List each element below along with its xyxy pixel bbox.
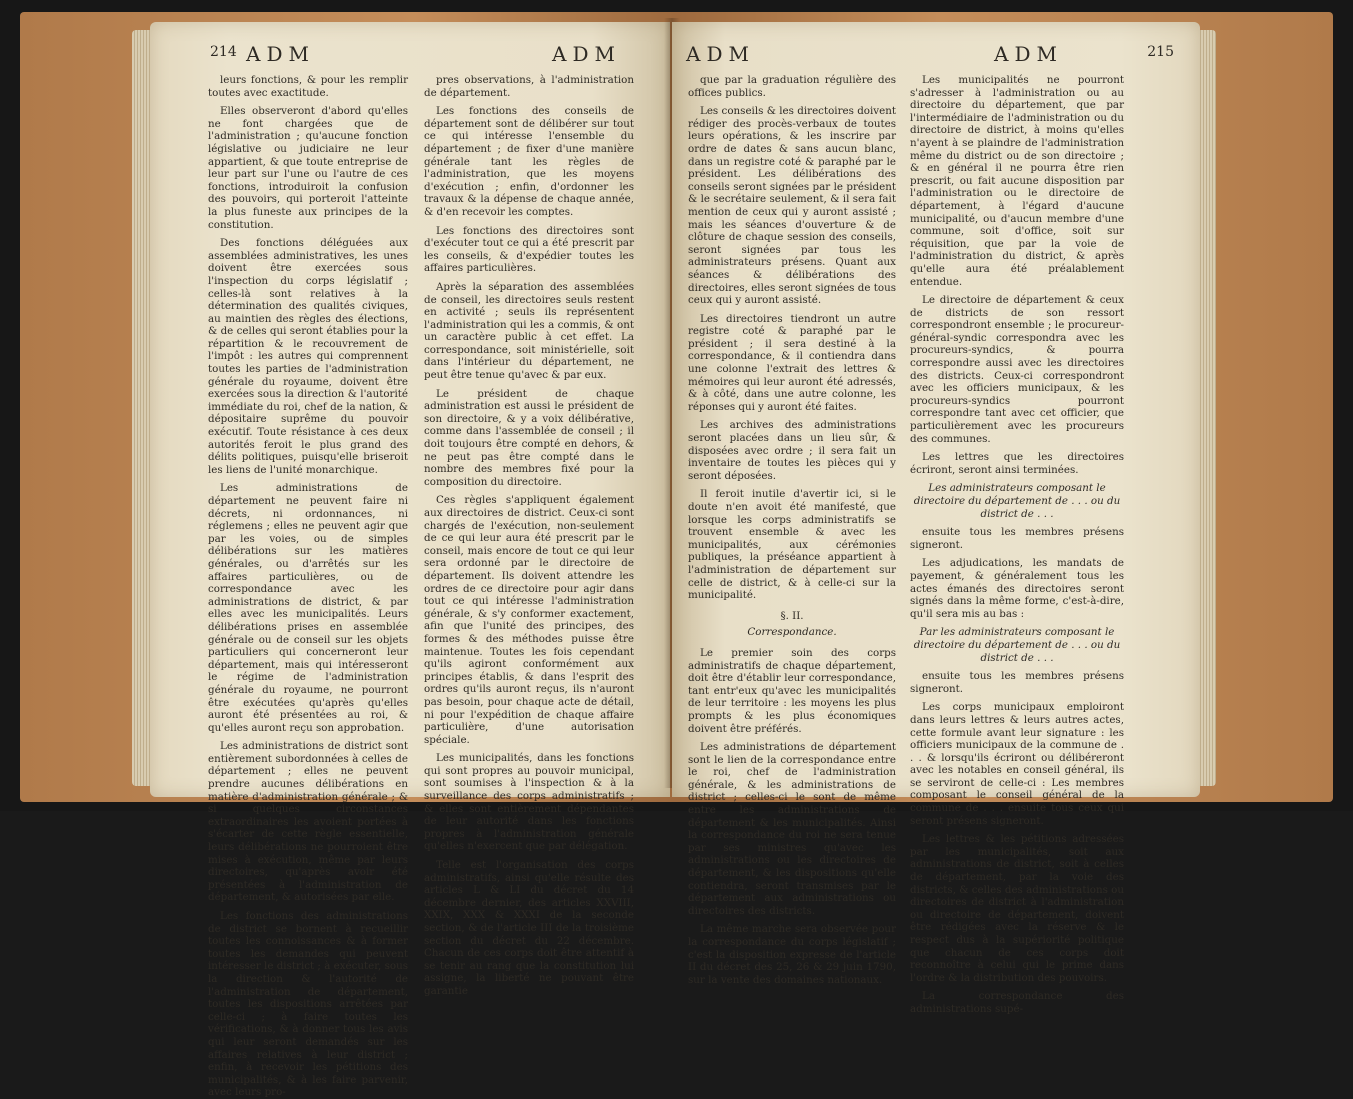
right-column-2	[910, 74, 1124, 1015]
right-column-1	[688, 74, 896, 986]
left-column-2	[424, 74, 634, 997]
paragraph: Les administrations de département sont le lien de la correspondance entre le roi, chef de l'administration générale, & les administrations de district ; celles-ci le sont de même entre les administrations de département & les municipalités. Ainsi la correspondance du roi ne sera tenue par ses ministres qu'avec les administrations ou les directoires de département, & les dispositions qu'elle contiendra, seront transmises par le département aux administrations ou directoires des districts.	[688, 741, 896, 917]
right-page-edges	[1198, 30, 1216, 786]
paragraph: Des fonctions déléguées aux assemblées administratives, les unes doivent être exercées sous l'inspection du corps législatif ; celles-là sont relatives à la détermination des qualités civiques, au maintien des règles des élections, & de celles qui seront établies pour la répartition & le recouvrement de l'impôt : les autres qui comprennent toutes les parties de l'administration générale du royaume, doivent être exercées sous la direction & l'autorité immédiate du roi, chef de la nation, & dépositaire suprême du pouvoir exécutif. Toute résistance à ces deux autorités feroit le plus grand des délits politiques, puisqu'elle briseroit les liens de l'unité monarchique.	[208, 237, 408, 476]
paragraph: Les municipalités ne pourront s'adresser à l'administration ou au directoire du département, que par l'intermédiaire de l'administration ou du directoire de district, à moins qu'elles n'ayent à se plaindre de l'administration même du district ou de son directoire ; & en général il ne pourra être rien prescrit, ou fait aucune disposition par l'administration ou le directoire de département, à l'égard d'aucune municipalité, ou d'aucun membre d'une commune, soit d'office, soit sur réquisition, que par la voie de l'administration du district, & après qu'elle aura été préalablement entendue.	[910, 74, 1124, 288]
right-page-header	[672, 42, 1200, 72]
left-page	[150, 22, 670, 1099]
paragraph: Les corps municipaux emploiront dans leurs lettres & leurs autres actes, cette formule avant leur signature : les officiers municipaux de la commune de . . . & lorsqu'ils écriront ou délibéreront avec les notables en conseil général, ils se serviront de celle-ci : Les membres composant le conseil général de la commune de . . . ensuite tous ceux qui seront présens signeront.	[910, 701, 1124, 827]
paragraph: Les fonctions des administrations de district se bornent à recueillir toutes les connoissances & à former toutes les demandes qui peuvent intéresser le district ; à exécuter, sous la direction & l'autorité de l'administration de département, toutes les dispositions arrêtées par celle-ci ; à faire toutes les vérifications, & à donner tous les avis qui leur seront demandés sur les affaires relatives à leur district ; enfin, à recevoir les pétitions des municipalités, & à les faire parvenir, avec leurs pro-	[208, 910, 408, 1099]
paragraph: Les municipalités, dans les fonctions qui sont propres au pouvoir municipal, sont soumises à l'inspection & à la surveillance des corps administratifs ; & elles sont entièrement dépendantes de leur autorité dans les fonctions propres à l'administration générale qu'elles n'exercent que par délégation.	[424, 752, 634, 853]
left-running-head-2: ADM	[552, 42, 621, 66]
signature-formula: Les administrateurs composant le directoire du département de . . . ou du district de . . .	[913, 482, 1121, 520]
paragraph: ensuite tous les membres présens signeront.	[910, 670, 1124, 695]
paragraph: Il feroit inutile d'avertir ici, si le doute n'en avoit été manifesté, que lorsque les corps administratifs se trouvent ensemble & avec les municipalités, aux cérémonies publiques, la préséance appartient à l'administration de département sur celle de district, & à celle-ci sur la municipalité.	[688, 488, 896, 602]
left-page-number: 214	[210, 44, 237, 60]
paragraph: La correspondance des administrations supé-	[910, 990, 1124, 1015]
paragraph: Telle est l'organisation des corps administratifs, ainsi qu'elle résulte des articles L & LI du décret du 14 décembre dernier, des articles XXVIII, XXIX, XXX & XXXI de la seconde section, & de l'article III de la troisième section du décret du 22 décembre. Chacun de ces corps doit être attentif à se tenir au rang que la constitution lui assigne, la liberté ne pouvant être garantie	[424, 859, 634, 997]
paragraph: que par la graduation régulière des offices publics.	[688, 74, 896, 99]
right-running-head-1: ADM	[686, 42, 755, 66]
left-column-1	[208, 74, 408, 1099]
paragraph: Le président de chaque administration est aussi le président de son directoire, & y a voix délibérative, comme dans l'assemblée de conseil ; il doit toujours être compté en dehors, & ne peut pas être compté dans le nombre des membres fixé pour la composition du directoire.	[424, 387, 634, 488]
paragraph: Les lettres que les directoires écriront, seront ainsi terminées.	[910, 451, 1124, 476]
left-page-edges	[132, 30, 152, 786]
left-running-head-1: ADM	[246, 42, 315, 66]
left-page-header	[150, 42, 670, 72]
paragraph: Les directoires tiendront un autre registre coté & paraphé par le président ; il sera destiné à la correspondance, & il contiendra dans une colonne l'extrait des lettres & mémoires qui leur auront été adressés, & à côté, dans une autre colonne, les réponses qui y auront été faites.	[688, 312, 896, 413]
paragraph: Après la séparation des assemblées de conseil, les directoires seuls restent en activité ; seuls ils représentent l'administration qui les a commis, & ont un caractère public à cet effet. La correspondance, soit ministérielle, soit dans l'intérieur du département, ne peut être tenue qu'avec & par eux.	[424, 280, 634, 382]
signature-formula: Par les administrateurs composant le directoire du département de . . . ou du district de . . .	[913, 626, 1121, 664]
paragraph: Ces règles s'appliquent également aux directoires de district. Ceux-ci sont chargés de l'exécution, non-seulement de ce qui leur aura été prescrit par le conseil, mais encore de tout ce qui leur sera ordonné par le directoire de département. Ils doivent attendre les ordres de ce directoire pour agir dans tout ce qui intéresse l'administration générale, & s'y conformer exactement, afin que l'unité des principes, des formes & des méthodes puisse être maintenue. Toutes les fois cependant qu'ils agiront conformément aux principes établis, & dans l'esprit des ordres qu'ils auront reçus, ils n'auront pas besoin, pour chaque acte de détail, ni pour l'expédition de chaque affaire particulière, d'une autorisation spéciale.	[424, 494, 634, 746]
right-page-number: 215	[1147, 44, 1174, 60]
paragraph: leurs fonctions, & pour les remplir toutes avec exactitude.	[208, 74, 408, 99]
paragraph: Le premier soin des corps administratifs de chaque département, doit être d'établir leur correspondance, tant entr'eux qu'avec les municipalités de leur territoire : les moyens les plus prompts & les plus économiques doivent être préférés.	[688, 646, 896, 735]
paragraph: Les lettres & les pétitions adressées par les municipalités, soit aux administrations de district, soit à celles de département, par la voie des districts, & celles des administrations ou directoires de district à l'administration ou directoire de département, doivent être rédigées avec la réserve & le respect dus à la supériorité politique que chacun de ces corps doit reconnoître à celui qui le prime dans l'ordre & la distribution des pouvoirs.	[910, 833, 1124, 984]
paragraph: Les administrations de département ne peuvent faire ni décrets, ni ordonnances, ni réglemens ; elles ne peuvent agir que par les voies, ou de simples délibérations sur les matières générales, ou d'arrêtés sur les affaires particulières, ou de correspondance avec les administrations de district, & par elles avec les municipalités. Leurs délibérations prises en assemblée générale ou de conseil sur les objets particuliers qui concerneront leur département, mais qui intéresseront le régime de l'administration générale du royaume, ne pourront être exécutées qu'après qu'elles auront été présentées au roi, & qu'elles auront reçu son approbation.	[208, 482, 408, 734]
section-number: §. II.	[780, 609, 804, 622]
right-running-head-2: ADM	[994, 42, 1063, 66]
paragraph: La même marche sera observée pour la correspondance du corps législatif ; c'est la disposition expresse de l'article II du décret des 25, 26 & 29 juin 1790, sur la vente des domaines nationaux.	[688, 923, 896, 986]
paragraph: Elles observeront d'abord qu'elles ne font chargées que de l'administration ; qu'aucune fonction législative ou judiciaire ne leur appartient, & que toute entreprise de leur part sur l'une ou l'autre de ces fonctions, introduiroit la confusion des pouvoirs, qui porteroit l'atteinte la plus funeste aux principes de la constitution.	[208, 105, 408, 231]
paragraph: ensuite tous les membres présens signeront.	[910, 526, 1124, 551]
paragraph: Les adjudications, les mandats de payement, & généralement tous les actes émanés des directoires seront signés dans la même forme, c'est-à-dire, qu'il sera mis au bas :	[910, 557, 1124, 620]
paragraph: Les administrations de district sont entièrement subordonnées à celles de département ; elles ne peuvent prendre aucunes délibérations en matière d'administration générale ; & si quelques circonstances extraordinaires les avoient portées à s'écarter de cette règle essentielle, leurs délibérations ne pourroient être mises à exécution, même par leurs directoires, qu'après avoir été présentées à l'administration de département, & autorisées par elle.	[208, 740, 408, 904]
paragraph: Les conseils & les directoires doivent rédiger des procès-verbaux de toutes leurs opérations, & les inscrire par ordre de dates & sans aucun blanc, dans un registre coté & paraphé par le président. Les délibérations des conseils seront signées par le président & le secrétaire seulement, & il sera fait mention de ceux qui y auront assisté ; mais les séances d'ouverture & de clôture de chaque session des conseils, seront signées par tous les administrateurs présens. Quant aux séances & délibérations des directoires, elles seront signées de tous ceux qui y auront assisté.	[688, 105, 896, 307]
paragraph: pres observations, à l'administration de département.	[424, 74, 634, 99]
paragraph: Les fonctions des directoires sont d'exécuter tout ce qui a été prescrit par les conseils, & d'expédier toutes les affaires particulières.	[424, 224, 634, 275]
paragraph: Les archives des administrations seront placées dans un lieu sûr, & disposées avec ordre ; il sera fait un inventaire de toutes les pièces qui y seront déposées.	[688, 419, 896, 482]
paragraph: Le directoire de département & ceux de districts de son ressort correspondront ensemble ; le procureur-général-syndic correspondra avec les procureurs-syndics, & pourra correspondre aussi avec les directoires des districts. Ceux-ci correspondront avec les officiers municipaux, & les procureurs-syndics pourront correspondre tant avec cet officier, que particulièrement avec les procureurs des communes.	[910, 294, 1124, 445]
paragraph: Les fonctions des conseils de département sont de délibérer sur tout ce qui intéresse l'ensemble du département ; de fixer d'une manière générale tant les règles de l'administration, que les moyens d'exécution ; enfin, d'ordonner les travaux & la dépense de chaque année, & d'en recevoir les comptes.	[424, 105, 634, 218]
section-title: Correspondance.	[747, 626, 837, 639]
right-page	[672, 22, 1200, 1015]
